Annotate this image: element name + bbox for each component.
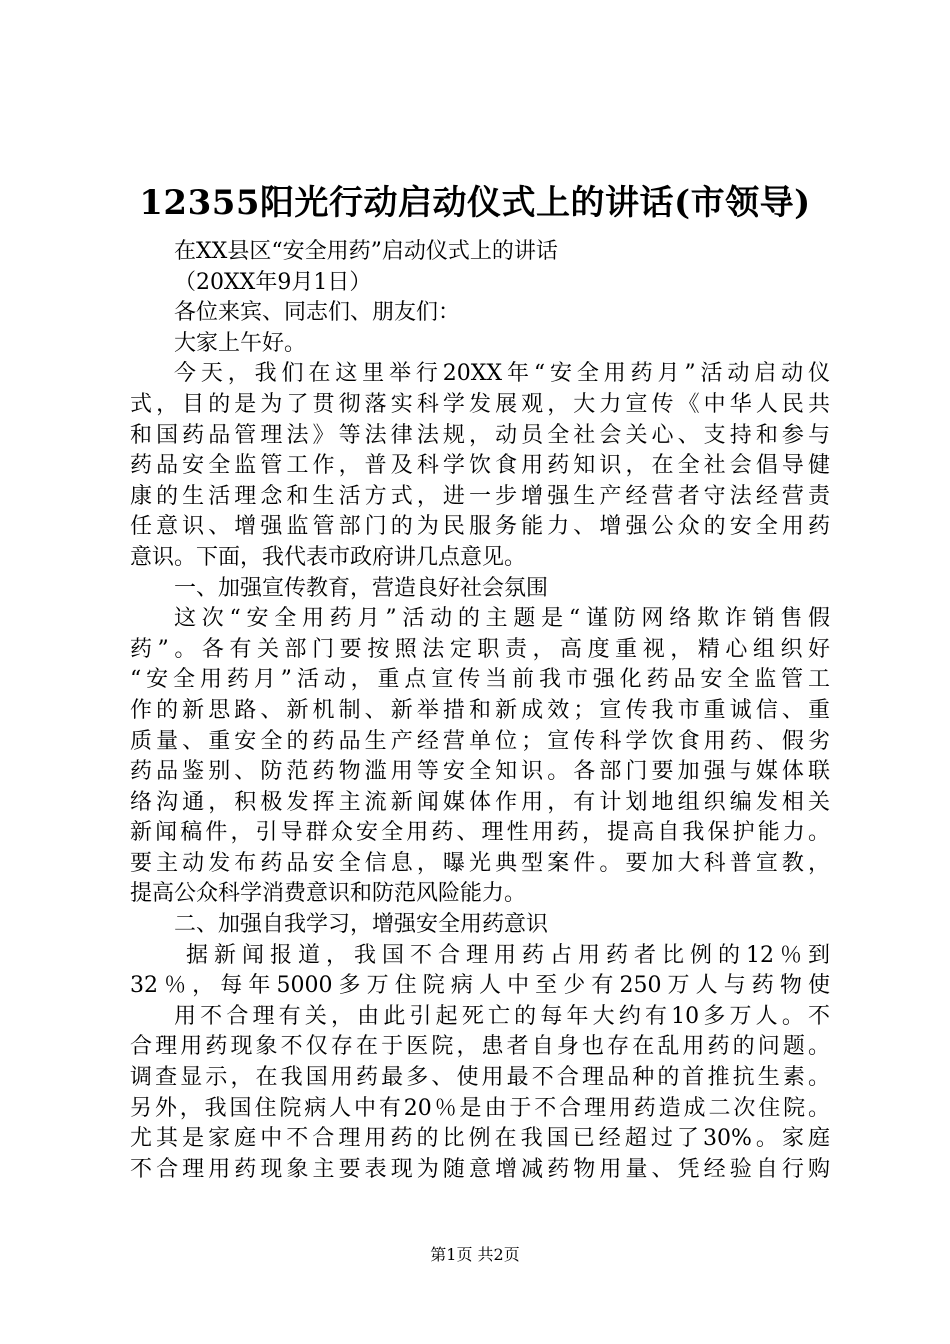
paragraph-line: 络沟通，积极发挥主流新闻媒体作用，有计划地组织编发相关 bbox=[130, 789, 830, 815]
paragraph-line: 另外，我国住院病人中有20％是由于不合理用药造成二次住院。 bbox=[130, 1095, 830, 1121]
page-footer: 第1页 共2页 bbox=[430, 1245, 520, 1264]
paragraph-line: 药品鉴别、防范药物滥用等安全知识。各部门要加强与媒体联 bbox=[130, 759, 830, 785]
paragraph-line: 要主动发布药品安全信息，曝光典型案件。要加大科普宣教， bbox=[130, 850, 830, 876]
paragraph-line: 32％，每年5000多万住院病人中至少有250万人与药物使 bbox=[130, 973, 830, 999]
paragraph-line: 作的新思路、新机制、新举措和新成效；宣传我市重诚信、重 bbox=[130, 697, 830, 723]
paragraph-line: 合理用药现象不仅存在于医院，患者自身也存在乱用药的问题。 bbox=[130, 1034, 830, 1060]
paragraph-line: 用不合理有关，由此引起死亡的每年大约有10多万人。不 bbox=[174, 1003, 830, 1029]
salutation: 各位来宾、同志们、朋友们： bbox=[174, 300, 461, 326]
paragraph-line: 新闻稿件，引导群众安全用药、理性用药，提高自我保护能力。 bbox=[130, 820, 830, 846]
paragraph-line: 调查显示，在我国用药最多、使用最不合理品种的首推抗生素。 bbox=[130, 1065, 830, 1091]
paragraph-line: 药品安全监管工作，普及科学饮食用药知识，在全社会倡导健 bbox=[130, 453, 830, 479]
paragraph-line: 尤其是家庭中不合理用药的比例在我国已经超过了30%。家庭 bbox=[130, 1126, 830, 1152]
paragraph-line: 意识。下面，我代表市政府讲几点意见。 bbox=[130, 544, 527, 570]
paragraph-line: 今天，我们在这里举行20XX年“安全用药月”活动启动仪 bbox=[174, 361, 830, 387]
paragraph-line: 提高公众科学消费意识和防范风险能力。 bbox=[130, 881, 527, 907]
paragraph-line: 药”。各有关部门要按照法定职责，高度重视，精心组织好 bbox=[130, 636, 830, 662]
document-title: 12355阳光行动启动仪式上的讲话(市领导) bbox=[139, 183, 811, 223]
document-body bbox=[130, 237, 830, 1185]
section-heading: 二、加强自我学习，增强安全用药意识 bbox=[174, 912, 549, 938]
section-heading: 一、加强宣传教育，营造良好社会氛围 bbox=[174, 575, 549, 601]
paragraph-line: 这次“安全用药月”活动的主题是“谨防网络欺诈销售假 bbox=[174, 606, 830, 632]
paragraph-line: 不合理用药现象主要表现为随意增减药物用量、凭经验自行购 bbox=[130, 1156, 830, 1182]
paragraph-line: 质量、重安全的药品生产经营单位；宣传科学饮食用药、假劣 bbox=[130, 728, 830, 754]
speech-subtitle: 在XX县区“安全用药”启动仪式上的讲话 bbox=[174, 239, 558, 264]
greeting: 大家上午好。 bbox=[174, 330, 307, 356]
paragraph-line: “安全用药月”活动，重点宣传当前我市强化药品安全监管工 bbox=[130, 667, 830, 693]
speech-date: （20XX年9月1日） bbox=[174, 269, 372, 295]
paragraph-line: 和国药品管理法》等法律法规，动员全社会关心、支持和参与 bbox=[130, 422, 830, 448]
paragraph-line: 式，目的是为了贯彻落实科学发展观，大力宣传《中华人民共 bbox=[130, 391, 830, 417]
paragraph-line: 据新闻报道，我国不合理用药占用药者比例的12％到 bbox=[186, 942, 830, 968]
paragraph-line: 康的生活理念和生活方式，进一步增强生产经营者守法经营责 bbox=[130, 483, 830, 509]
paragraph-line: 任意识、增强监管部门的为民服务能力、增强公众的安全用药 bbox=[130, 514, 830, 540]
